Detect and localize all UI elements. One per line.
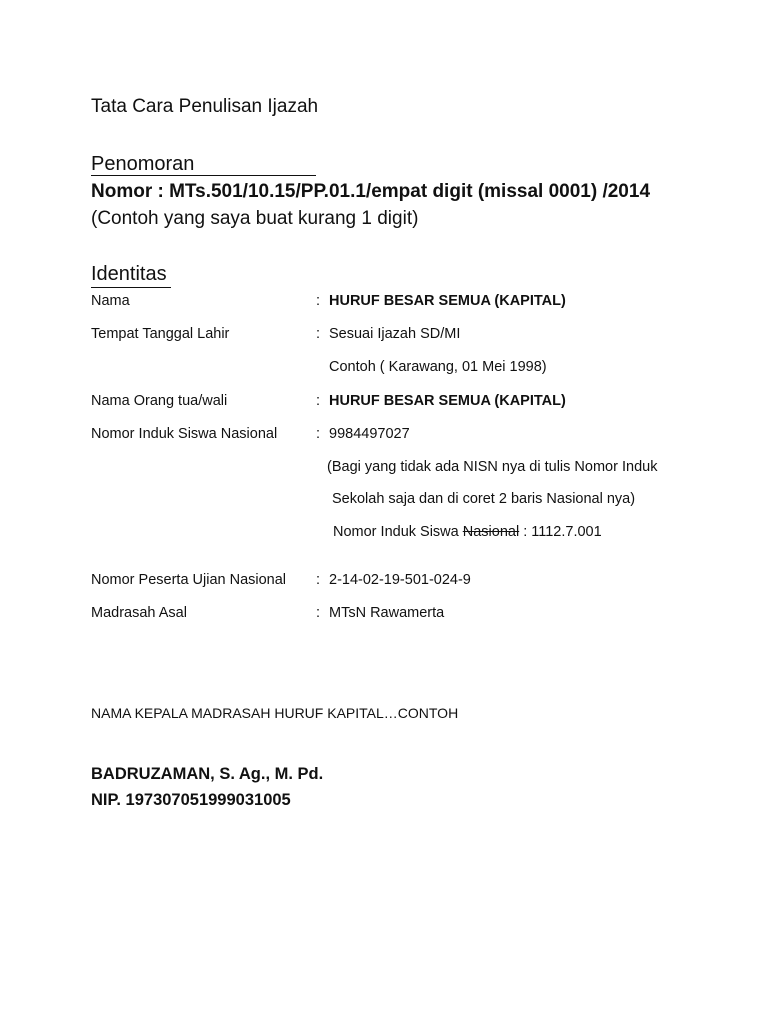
penomoran-underline bbox=[91, 175, 316, 176]
madrasah-value: MTsN Rawamerta bbox=[329, 605, 445, 621]
madrasah-colon: : bbox=[316, 605, 321, 621]
kepala-name: BADRUZAMAN, S. Ag., M. Pd. bbox=[91, 765, 324, 783]
nama-label: Nama bbox=[91, 293, 130, 309]
nisn-note-line2: Sekolah saja dan di coret 2 baris Nasional nya) bbox=[332, 491, 636, 507]
peserta-un-value: 2-14-02-19-501-024-9 bbox=[329, 572, 471, 588]
orang-tua-value: HURUF BESAR SEMUA (KAPITAL) bbox=[329, 393, 566, 409]
ttl-value: Sesuai Ijazah SD/MI bbox=[329, 326, 461, 342]
nisn-colon: : bbox=[316, 426, 321, 442]
nisn-example-struck: Nasional bbox=[462, 524, 520, 540]
kepala-nip: NIP. 197307051999031005 bbox=[91, 791, 291, 809]
peserta-un-colon: : bbox=[316, 572, 321, 588]
nisn-example-suffix: : 1112.7.001 bbox=[523, 524, 602, 540]
nisn-example-prefix: Nomor Induk Siswa bbox=[333, 524, 459, 540]
ttl-label: Tempat Tanggal Lahir bbox=[91, 326, 230, 342]
identitas-underline bbox=[91, 287, 171, 288]
kepala-madrasah-note: NAMA KEPALA MADRASAH HURUF KAPITAL…CONTOH bbox=[91, 705, 459, 721]
nama-colon: : bbox=[316, 293, 321, 309]
ttl-colon: : bbox=[316, 326, 321, 342]
penomoran-heading: Penomoran bbox=[91, 153, 195, 175]
identitas-heading: Identitas bbox=[91, 263, 167, 285]
orang-tua-colon: : bbox=[316, 393, 321, 409]
madrasah-label: Madrasah Asal bbox=[91, 605, 187, 621]
orang-tua-label: Nama Orang tua/wali bbox=[91, 393, 228, 409]
document-title: Tata Cara Penulisan Ijazah bbox=[91, 96, 319, 117]
nisn-example bbox=[333, 524, 602, 540]
nomor-format: Nomor : MTs.501/10.15/PP.01.1/empat digit (missal 0001) /2014 bbox=[91, 181, 651, 202]
ttl-contoh: Contoh ( Karawang, 01 Mei 1998) bbox=[329, 359, 547, 375]
nomor-contoh-note: (Contoh yang saya buat kurang 1 digit) bbox=[91, 208, 419, 229]
nama-value: HURUF BESAR SEMUA (KAPITAL) bbox=[329, 293, 566, 309]
peserta-un-label: Nomor Peserta Ujian Nasional bbox=[91, 572, 287, 588]
nisn-label: Nomor Induk Siswa Nasional bbox=[91, 426, 278, 442]
nisn-note-line1: (Bagi yang tidak ada NISN nya di tulis Nomor Induk bbox=[327, 459, 658, 475]
nisn-value: 9984497027 bbox=[329, 426, 410, 442]
